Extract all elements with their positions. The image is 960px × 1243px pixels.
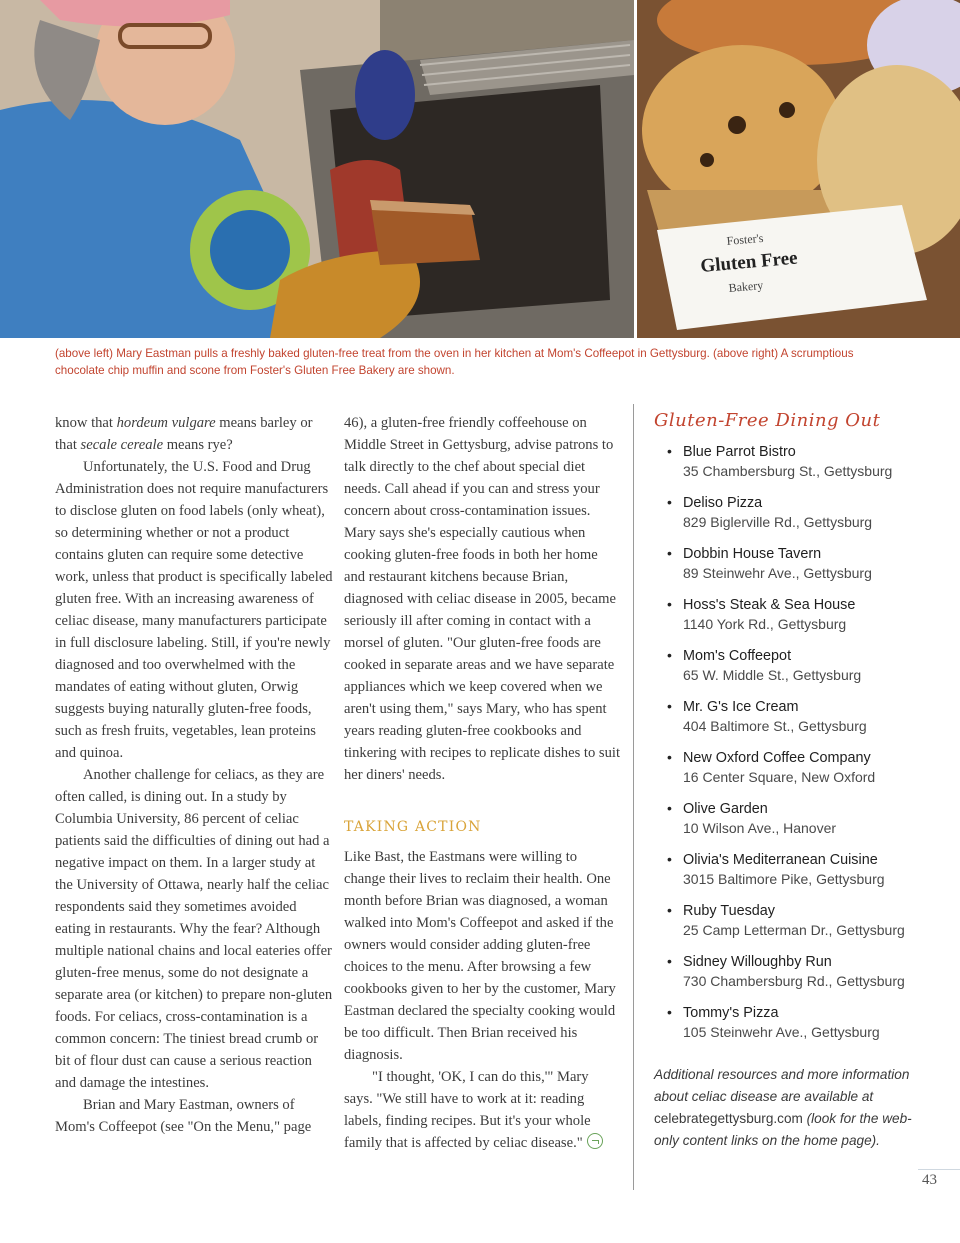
list-item bbox=[654, 953, 954, 991]
bakery-photo bbox=[637, 0, 960, 338]
resources-link[interactable]: celebrategettysburg.com bbox=[654, 1111, 803, 1126]
article-column-2 bbox=[344, 412, 620, 1154]
list-item bbox=[654, 647, 954, 685]
restaurant-name: • Mr. G's Ice Cream bbox=[683, 699, 799, 715]
restaurant-name: • Olive Garden bbox=[683, 801, 768, 817]
restaurant-address: 25 Camp Letterman Dr., Gettysburg bbox=[683, 922, 905, 938]
latin-term: hordeum vulgare bbox=[116, 415, 216, 431]
restaurant-name: • Hoss's Steak & Sea House bbox=[683, 597, 856, 613]
restaurant-name: • Olivia's Mediterranean Cuisine bbox=[683, 852, 878, 868]
list-item bbox=[654, 851, 954, 889]
paragraph: Brian and Mary Eastman, owners of Mom's Coffeepot (see "On the Menu," page bbox=[55, 1097, 312, 1135]
restaurant-name: • Tommy's Pizza bbox=[683, 1005, 779, 1021]
list-item bbox=[654, 494, 954, 532]
dining-sidebar bbox=[654, 410, 954, 1152]
resources-note: Additional resources and more information about celiac disease are available at celebrategettysburg.com (look for the web-only content links on the home page). bbox=[654, 1067, 912, 1148]
restaurant-name: • Sidney Willoughby Run bbox=[683, 954, 832, 970]
restaurant-name: • Dobbin House Tavern bbox=[683, 546, 822, 562]
sidebar-title: Gluten-Free Dining Out bbox=[654, 410, 881, 431]
restaurant-address: 35 Chambersburg St., Gettysburg bbox=[683, 463, 893, 479]
list-item bbox=[654, 596, 954, 634]
paragraph: Another challenge for celiacs, as they are often called, is dining out. In a study by Columbia University, 86 percent of celiac patients said the difficulties of dining out had a negative impact on them. In a larger study at the University of Ottawa, nearly half the celiac respondents said they sometimes avoided eating in restaurants. Why the fear? Although multiple national chains and local eateries offer gluten-free menus, some do not designate a separate area (or kitchen) to prepare non-gluten foods. For celiacs, cross-contamination is a common concern: The tiniest bread crumb or bit of flour dust can cause a serious reaction and damage the intestines. bbox=[55, 767, 333, 1091]
restaurant-name: • Ruby Tuesday bbox=[683, 903, 775, 919]
end-of-story-icon bbox=[587, 1133, 603, 1149]
dining-list bbox=[654, 443, 954, 1042]
paragraph: Unfortunately, the U.S. Food and Drug Administration does not require manufacturers to disclose gluten on food labels (only wheat), so determining whether or not a product contains gluten can require some detective work, unless that product is specifically labeled gluten free. With an increasing awareness of celiac disease, many manufacturers participate in full disclosure labeling. Still, if you're newly diagnosed and too overwhelmed with the mandates of eating without gluten, Orwig suggests buying naturally gluten-free foods, such as fresh fruits, vegetables, lean proteins and quinoa. bbox=[55, 459, 333, 761]
sign-line-3: Bakery bbox=[728, 278, 764, 295]
kitchen-photo bbox=[0, 0, 634, 338]
restaurant-address: 1140 York Rd., Gettysburg bbox=[683, 616, 847, 632]
restaurant-address: 10 Wilson Ave., Hanover bbox=[683, 820, 837, 836]
paragraph: Like Bast, the Eastmans were willing to change their lives to reclaim their health. One month before Brian was diagnosed, a woman walked into Mom's Coffeepot and asked if the owners would consider adding gluten-free choices to the menu. After browsing a few cookbooks given to her by the customer, Mary Eastman declared the specialty cooking would be too difficult. Then Brian received his diagnosis. bbox=[344, 849, 616, 1063]
paragraph: know that hordeum vulgare means barley or that secale cereale means rye? bbox=[55, 415, 313, 453]
list-item bbox=[654, 749, 954, 787]
restaurant-address: 730 Chambersburg Rd., Gettysburg bbox=[683, 973, 905, 989]
list-item bbox=[654, 698, 954, 736]
list-item bbox=[654, 902, 954, 940]
restaurant-address: 16 Center Square, New Oxford bbox=[683, 769, 876, 785]
list-item bbox=[654, 443, 954, 481]
sign-line-1: Foster's bbox=[726, 230, 764, 248]
sign-line-2: Gluten Free bbox=[699, 247, 799, 277]
page-number: 43 bbox=[922, 1172, 937, 1188]
list-item bbox=[654, 1004, 954, 1042]
restaurant-address: 829 Biglerville Rd., Gettysburg bbox=[683, 514, 873, 530]
page-number-rule bbox=[918, 1169, 960, 1170]
list-item bbox=[654, 800, 954, 838]
section-heading: TAKING ACTION bbox=[344, 819, 482, 835]
restaurant-name: • Blue Parrot Bistro bbox=[683, 444, 796, 460]
restaurant-address: 105 Steinwehr Ave., Gettysburg bbox=[683, 1024, 880, 1040]
article-column-1 bbox=[55, 412, 333, 1138]
column-divider bbox=[633, 404, 634, 1190]
latin-term: secale cereale bbox=[80, 437, 164, 453]
restaurant-name: • Mom's Coffeepot bbox=[683, 648, 792, 664]
restaurant-address: 3015 Baltimore Pike, Gettysburg bbox=[683, 871, 885, 887]
paragraph: "I thought, 'OK, I can do this,'" Mary says. "We still have to work at it: reading labels, finding recipes. But it's your whole family that is affected by celiac disease." bbox=[344, 1066, 620, 1154]
restaurant-address: 404 Baltimore St., Gettysburg bbox=[683, 718, 867, 734]
paragraph: 46), a gluten-free friendly coffeehouse on Middle Street in Gettysburg, advise patrons to talk directly to the chef about special diet needs. Call ahead if you can and stress your concern about cross-contamination issues. Mary says she's especially cautious when cooking gluten-free foods in both her home and restaurant kitchens because Brian, diagnosed with celiac disease in 2005, became seriously ill after coming in contact with a morsel of gluten. "Our gluten-free foods are cooked in separate areas and we have separate appliances which we keep covered when we aren't using them," says Mary, who has spent years reading gluten-free cookbooks and tinkering with recipes to replicate dishes to suit her diners' needs. bbox=[344, 415, 620, 783]
list-item bbox=[654, 545, 954, 583]
restaurant-name: • New Oxford Coffee Company bbox=[683, 750, 871, 766]
photo-caption: (above left) Mary Eastman pulls a freshly baked gluten-free treat from the oven in her kitchen at Mom's Coffeepot in Gettysburg. (above right) A scrumptious chocolate chip muffin and scone from Foster's Gluten Free Bakery are shown. bbox=[55, 347, 854, 377]
restaurant-name: • Deliso Pizza bbox=[683, 495, 763, 511]
restaurant-address: 89 Steinwehr Ave., Gettysburg bbox=[683, 565, 872, 581]
restaurant-address: 65 W. Middle St., Gettysburg bbox=[683, 667, 862, 683]
